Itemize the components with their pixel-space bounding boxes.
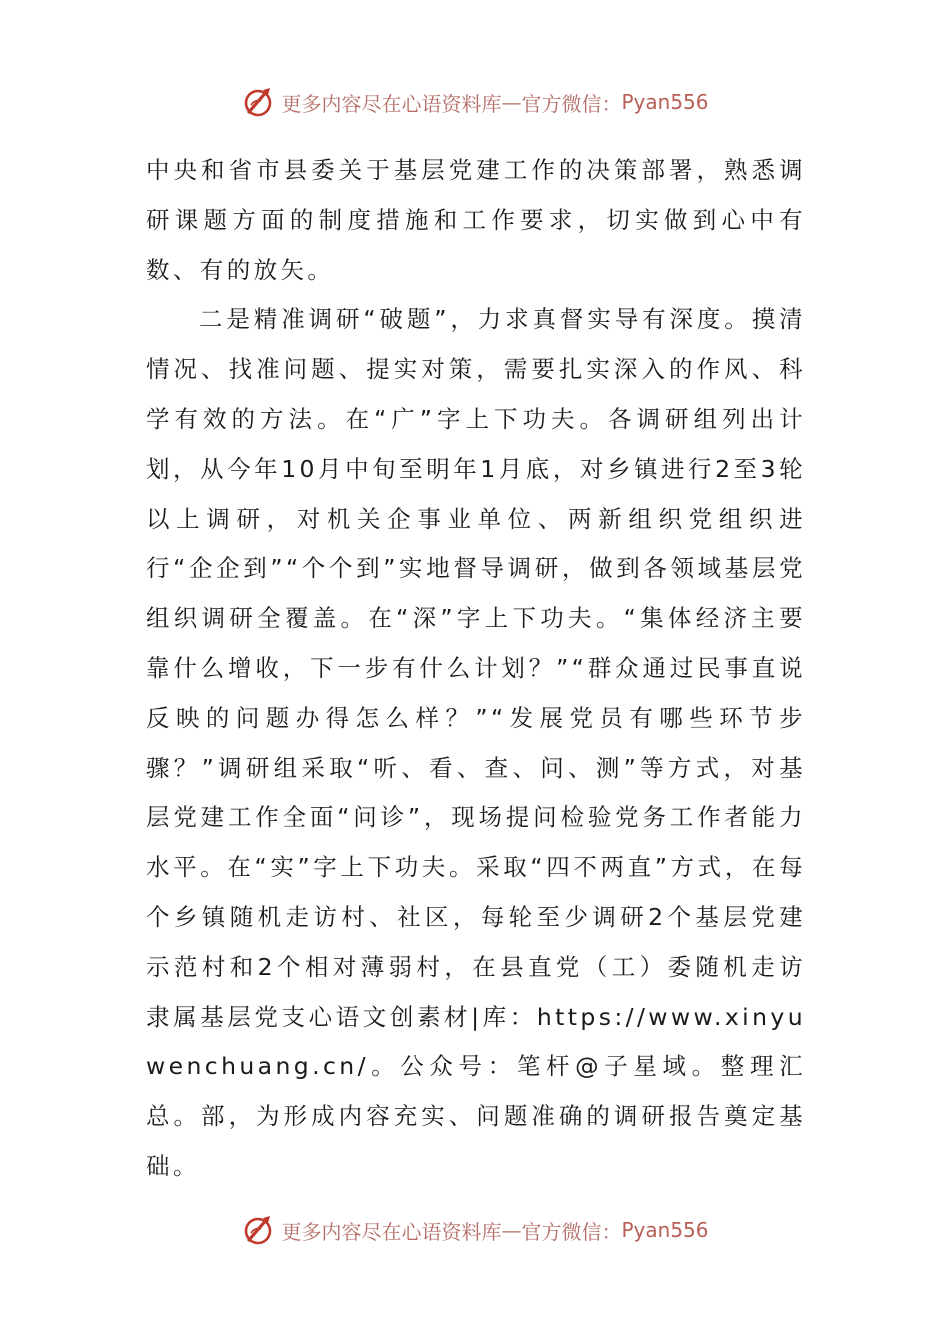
watermark-dash: — [501, 90, 522, 114]
watermark-wechat-label: 官方微信： [521, 91, 622, 116]
paragraph-point-two: 二是精准调研“破题”，力求真督实导有深度。摸清情况、找准问题、提实对策，需要扎实深入的作风、科学有效的方法。在“广”字上下功夫。各调研组列出计划，从今年10月中旬至明年1月底，对乡镇进行2至3轮以上调研，对机关企事业单位、两新组织党组织进行“企企到”“个个到”实地督导调研，做到各领域基层党组织调研全覆盖。在“深”字上下功夫。“集体经济主要靠什么增收，下一步有什么计划？”“群众通过民事直说反映的问题办得怎么样？”“发展党员有哪些环节步骤？”调研组采取“听、看、查、问、测”等方式，对基层党建工作全面“问诊”，现场提问检验党务工作者能力水平。在“实”字上下功夫。采取“四不两直”方式，在每个乡镇随机走访村、社区，每轮至少调研2个基层党建示范村和2个相对薄弱村，在县直党（工）委随机走访隶属基层党支心语文创素材|库：https://www.xinyuwenchuang.cn/。公众号：笔杆@子星域。整理汇总。部，为形成内容充实、问题准确的调研报告奠定基础。 [146, 305, 806, 1180]
watermark-wechat-label: 官方微信： [521, 1219, 622, 1244]
pen-circle-logo-icon [241, 85, 275, 119]
footer-watermark [0, 1210, 950, 1250]
watermark-site-text: 更多内容尽在心语资料库 [281, 1219, 502, 1244]
watermark-wechat-id: Pyan556 [621, 90, 709, 114]
header-watermark [0, 82, 950, 122]
watermark-site-text: 更多内容尽在心语资料库 [281, 91, 502, 116]
pen-circle-logo-icon [241, 1213, 275, 1247]
document-body [146, 146, 806, 1191]
watermark-dash: — [501, 1218, 522, 1242]
watermark-wechat-id: Pyan556 [621, 1218, 709, 1242]
paragraph-continuation: 中央和省市县委关于基层党建工作的决策部署，熟悉调研课题方面的制度措施和工作要求，切实做到心中有数、有的放矢。 [146, 156, 806, 284]
